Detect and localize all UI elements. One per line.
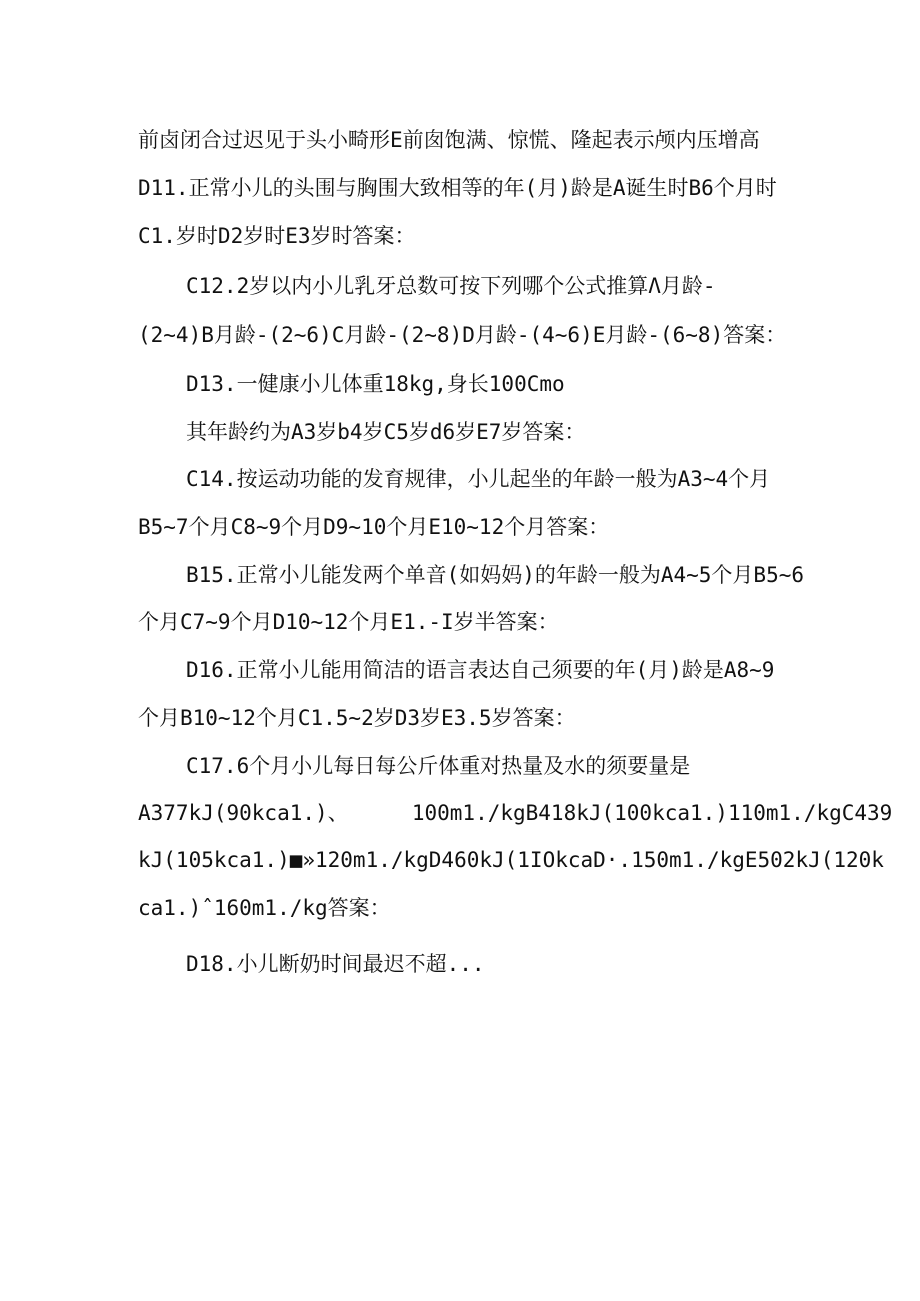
text-line: 前卤闭合过迟见于头小畸形E前囱饱满、惊慌、隆起表示颅内压增高 bbox=[138, 128, 760, 152]
text-line: C1.岁时D2岁时E3岁时答案： bbox=[138, 224, 416, 248]
text-line: B15.正常小儿能发两个单音(如妈妈)的年龄一般为A4~5个月B5~6 bbox=[186, 563, 805, 587]
text-line: C14.按运动功能的发育规律，小儿起坐的年龄一般为A3~4个月 bbox=[186, 467, 771, 491]
text-line: A377kJ(90kca1.)、 100m1./kgB418kJ(100kca1.)110m1./kgC439 bbox=[138, 801, 893, 825]
text-line: C12.2岁以内小儿乳牙总数可按下列哪个公式推算Λ月龄- bbox=[186, 274, 716, 298]
text-line: 个月C7~9个月D10~12个月E1.-I岁半答案： bbox=[138, 610, 559, 634]
text-line: C17.6个月小儿每日每公斤体重对热量及水的须要量是 bbox=[186, 754, 691, 778]
text-line: D16.正常小儿能用简洁的语言表达自己须要的年(月)龄是A8~9 bbox=[186, 658, 775, 682]
text-line: (2~4)B月龄-(2~6)C月龄-(2~8)D月龄-(4~6)E月龄-(6~8)答案： bbox=[138, 323, 787, 347]
text-line: 个月B10~12个月C1.5~2岁D3岁E3.5岁答案： bbox=[138, 706, 576, 730]
text-line: B5~7个月C8~9个月D9~10个月E10~12个月答案： bbox=[138, 515, 610, 539]
text-line: kJ(105kca1.)■»120m1./kgD460kJ(1IOkcaD·.150m1./kgE502kJ(120k bbox=[138, 848, 884, 872]
text-line: D11.正常小儿的头围与胸围大致相等的年(月)龄是A诞生时B6个月时 bbox=[138, 176, 777, 200]
text-line: ca1.)ˆ160m1./kg答案： bbox=[138, 896, 391, 920]
text-line: D13.一健康小儿体重18kg,身长100Cmo bbox=[186, 372, 565, 396]
text-line: D18.小儿断奶时间最迟不超... bbox=[186, 952, 485, 976]
text-line: 其年龄约为A3岁b4岁C5岁d6岁E7岁答案： bbox=[186, 420, 586, 444]
